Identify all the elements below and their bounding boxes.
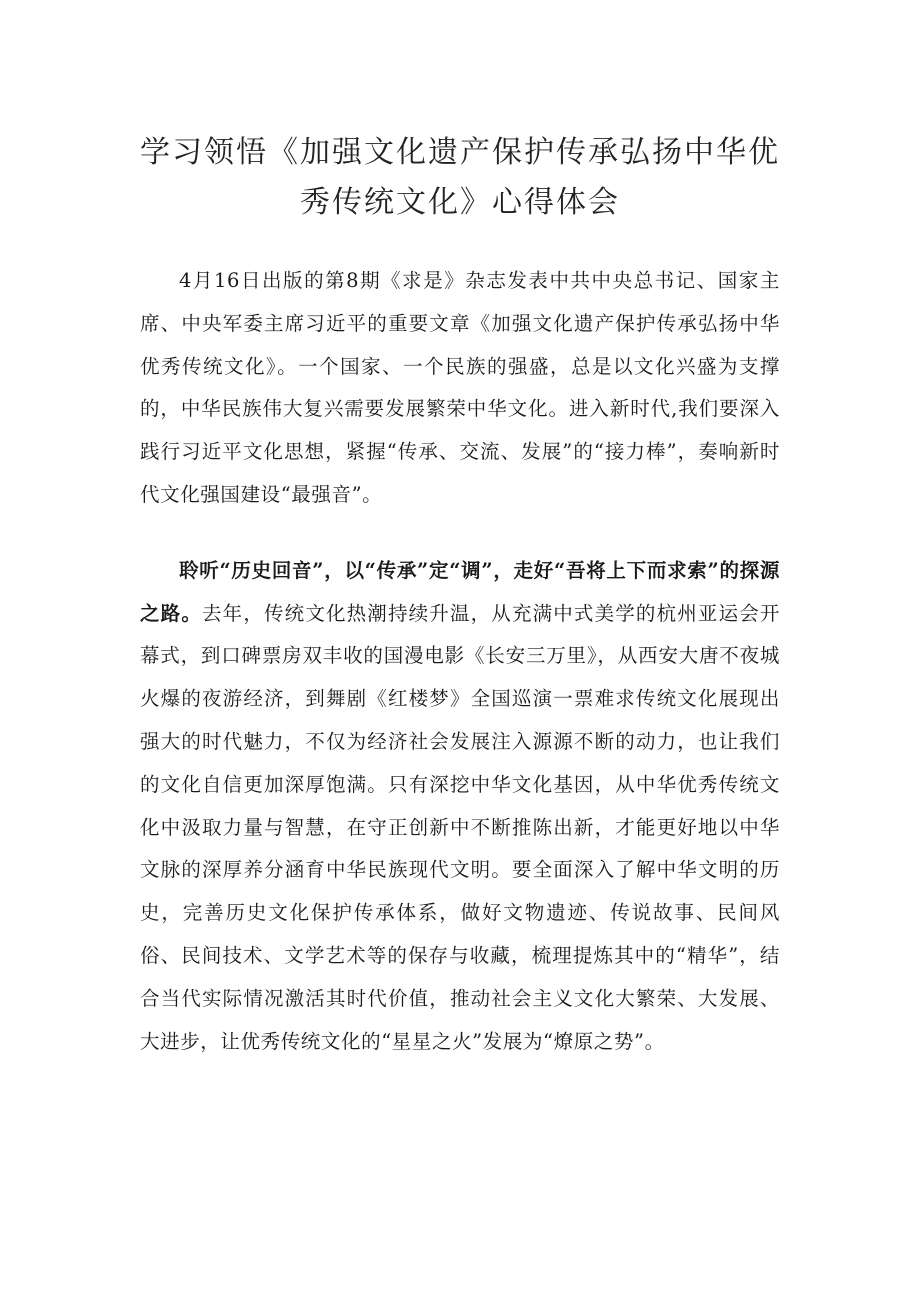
paragraph-text: 去年，传统文化热潮持续升温，从充满中式美学的杭州亚运会开幕式，到口碑票房双丰收的国漫电影《长安三万里》，从西安大唐不夜城火爆的夜游经济，到舞剧《红楼梦》全国巡演一票难求传统文化展现出强大的时代魅力，不仅为经济社会发展注入源源不断的动力，也让我们的文化自信更加深厚饱满。只有深挖中华文化基因，从中华优秀传统文化中汲取力量与智慧，在守正创新中不断推陈出新，才能更好地以中华文脉的深厚养分涵育中华民族现代文明。要全面深入了解中华文明的历史，完善历史文化保护传承体系，做好文物遗迹、传说故事、民间风俗、民间技术、文学艺术等的保存与收藏，梳理提炼其中的“精华”，结合当代实际情况激活其时代价值，推动社会主义文化大繁荣、大发展、大进步，让优秀传统文化的“星星之火”发展为“燎原之势”。 (140, 601, 780, 1053)
paragraph-heritage (140, 550, 780, 1064)
paragraph-text: 4月16日出版的第8期《求是》杂志发表中共中央总书记、国家主席、中央军委主席习近平的重要文章《加强文化遗产保护传承弘扬中华优秀传统文化》。一个国家、一个民族的强盛，总是以文化兴盛为支撑的，中华民族伟大复兴需要发展繁荣中华文化。进入新时代,我们要深入践行习近平文化思想，紧握“传承、交流、发展”的“接力棒”，奏响新时代文化强国建设“最强音”。 (140, 269, 780, 506)
paragraph-lead-heading: 聆听“历史回音”，以“传承”定“调”，走好“吾将上下而求索”的探源之路。 (140, 558, 780, 625)
paragraph-intro (140, 260, 780, 517)
document-body (140, 260, 780, 1063)
document-title: 学习领悟《加强文化遗产保护传承弘扬中华优秀传统文化》心得体会 (140, 135, 780, 220)
